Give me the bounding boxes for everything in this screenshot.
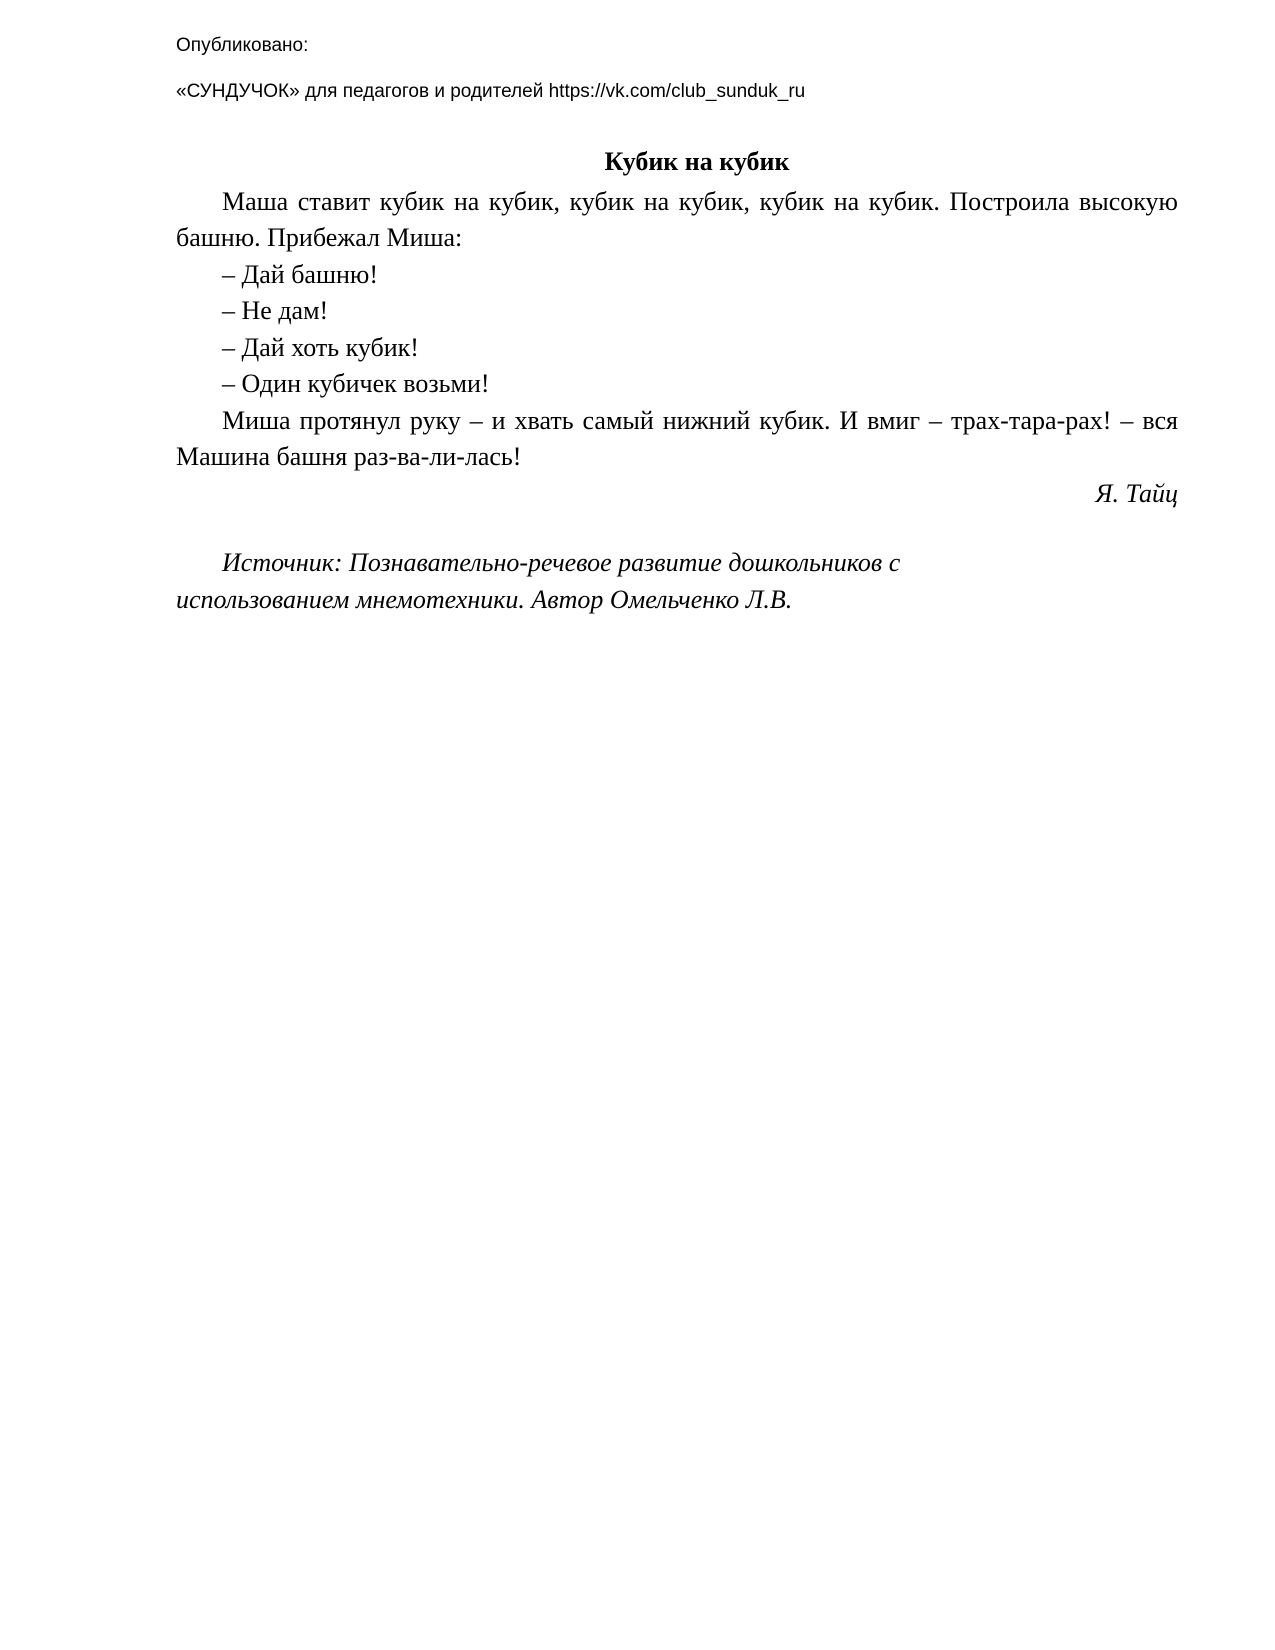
published-label: Опубликовано: xyxy=(176,35,309,56)
dialogue-line-3: – Дай хоть кубик! xyxy=(222,332,419,362)
dialogue-line-1: – Дай башню! xyxy=(222,259,378,289)
story-body xyxy=(176,144,1178,618)
story-title: Кубик на кубик xyxy=(604,147,790,176)
dialogue-line-2: – Не дам! xyxy=(222,296,329,325)
story-paragraph-2: Миша протянул руку – и хвать самый нижний кубик. И вмиг – трах-тара-рах! – вся Машина башня раз-ва-ли-лась! xyxy=(176,405,1178,471)
publisher-line: «СУНДУЧОК» для педагогов и родителей https://vk.com/club_sunduk_ru xyxy=(176,81,806,102)
source-line-1: Источник: Познавательно-речевое развитие дошкольников с xyxy=(222,548,901,577)
dialogue-line-4: – Один кубичек возьми! xyxy=(222,369,490,398)
source-line-2: использованием мнемотехники. Автор Омельченко Л.В. xyxy=(176,584,793,614)
source-note xyxy=(176,545,976,618)
story-author: Я. Тайц xyxy=(1095,478,1178,508)
story-paragraph-1: Маша ставит кубик на кубик, кубик на кубик, кубик на кубик. Построила высокую башню. Прибежал Миша: xyxy=(176,186,1178,252)
